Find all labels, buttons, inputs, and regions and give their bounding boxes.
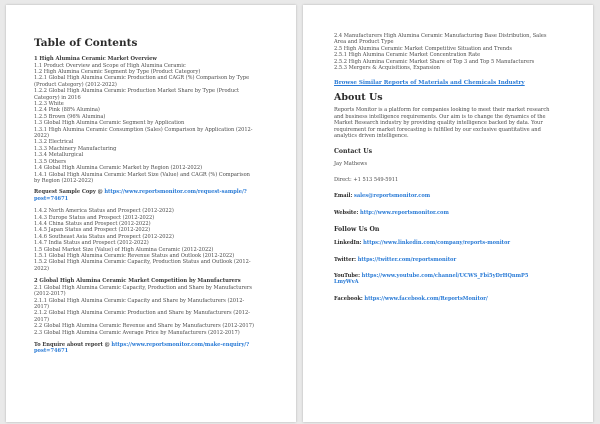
toc-line: 1.5 Global Market Size (Value) of High Alumina Ceramic (2012-2022) — [34, 246, 214, 253]
follow-title: Follow Us On — [334, 226, 380, 234]
left-page — [6, 5, 296, 422]
toc-line: 2022) — [34, 133, 49, 140]
request-sample-link[interactable]: https://www.reportsmonitor.com/request-sample/?post=74671 — [34, 189, 247, 202]
toc-line: 1.2.5 Brown (96% Alumina) — [34, 113, 106, 120]
toc-line: 1.2.1 Global High Alumina Ceramic Production and CAGR (%) Comparison by Type — [34, 75, 250, 82]
facebook-line — [334, 296, 569, 302]
contact-name: Jay Mathews — [334, 161, 368, 168]
toc-line: 1.5.1 Global High Alumina Ceramic Revenue Status and Outlook (2012-2022) — [34, 252, 235, 259]
about-line: requirement for market forecasting is fulfilled by our exclusive quantitative and — [334, 126, 541, 133]
toc-title: Table of Contents — [34, 37, 138, 49]
section1-list — [34, 63, 276, 185]
toc-line: 1.2.4 Pink (88% Alumina) — [34, 107, 100, 114]
about-title: About Us — [334, 92, 383, 104]
right-page — [303, 5, 593, 422]
youtube-link-continued[interactable]: LmyWvA — [334, 279, 359, 286]
toc-continued-list — [334, 33, 569, 71]
request-sample-line — [34, 189, 276, 202]
toc-line: 2.3 Global High Alumina Ceramic Average Price by Manufacturers (2012-2017) — [34, 329, 240, 336]
enquire-label: To Enquire about report @ — [34, 342, 110, 349]
toc-line: 2.2 Global High Alumina Ceramic Revenue and Share by Manufacturers (2012-2017) — [34, 323, 254, 330]
email-link[interactable]: sales@reportsmonitor.com — [353, 193, 431, 200]
about-line: Market Research industry by providing quality intelligence backed by data. Your — [334, 120, 543, 127]
website-label: Website: — [334, 209, 359, 216]
toc-line: 2017) — [34, 304, 49, 310]
toc-line: 1.3.5 Others — [34, 158, 67, 165]
toc-line: by Region (2012-2022) — [34, 177, 94, 184]
youtube-link[interactable]: https://www.youtube.com/channel/UCWS_Fbi5yDrHQnmP5 — [361, 272, 529, 279]
contact-title: Contact Us — [334, 148, 373, 156]
twitter-label: Twitter: — [334, 256, 357, 263]
about-line: Reports Monitor is a platform for companies looking to meet their market research — [334, 107, 550, 114]
about-line: and business intelligence requirements. Our aim is to change the dynamics of the — [334, 113, 546, 120]
toc-line: 1.4.3 Europe Status and Prospect (2012-2022) — [34, 214, 155, 221]
browse-similar-link[interactable]: Browse Similar Reports of Materials and Chemicals Industry — [334, 80, 525, 87]
about-line: analytics driven intelligence. — [334, 133, 409, 140]
toc-line: 1.3.1 High Alumina Ceramic Consumption (Sales) Comparison by Application (2012- — [34, 126, 253, 133]
section1b-list — [34, 208, 276, 272]
toc-line: 1.3 Global High Alumina Ceramic Segment by Application — [34, 120, 185, 127]
toc-line: (2012-2017) — [34, 291, 66, 298]
enquire-line — [34, 342, 276, 355]
left-page-content — [34, 37, 276, 355]
toc-line: 1.1 Product Overview and Scope of High Alumina Ceramic — [34, 62, 186, 69]
facebook-label: Facebook: — [334, 295, 363, 302]
toc-line: Area and Product Type — [334, 39, 394, 46]
toc-line: 1.4.6 Southeast Asia Status and Prospect (2012-2022) — [34, 233, 174, 240]
twitter-link[interactable]: https://twitter.com/reportsmonitor — [357, 256, 457, 263]
direct-phone: Direct: +1 513 549-5911 — [334, 176, 399, 183]
toc-line: 2.5.2 High Alumina Ceramic Market Share of Top 3 and Top 5 Manufacturers — [334, 58, 535, 65]
toc-line: 1.4.1 Global High Alumina Ceramic Market Size (Value) and CAGR (%) Comparison — [34, 171, 250, 178]
toc-line: 1.2.2 Global High Alumina Ceramic Production Market Share by Type (Product — [34, 88, 240, 95]
toc-line: 1.4 Global High Alumina Ceramic Market by Region (2012-2022) — [34, 165, 203, 172]
toc-line: 2022) — [34, 265, 49, 272]
toc-line: 1.2 High Alumina Ceramic Segment by Type (Product Category) — [34, 69, 201, 75]
toc-line: 2017) — [34, 316, 49, 323]
request-sample-label: Request Sample Copy @ — [34, 189, 103, 196]
toc-line: 1.4.7 India Status and Prospect (2012-2022) — [34, 240, 149, 247]
right-page-content — [334, 33, 569, 302]
section2-list — [34, 285, 276, 336]
toc-line: (Product Category) (2012-2022) — [34, 81, 117, 88]
enquire-link[interactable]: https://www.reportsmonitor.com/make-enquiry/?post=74671 — [34, 342, 250, 355]
toc-line: 2.5.3 Mergers & Acquisitions, Expansion — [334, 65, 440, 72]
toc-line: 2.4 Manufacturers High Alumina Ceramic Manufacturing Base Distribution, Sales — [334, 33, 547, 39]
section2-heading: 2 Global High Alumina Ceramic Market Competition by Manufacturers — [34, 278, 241, 285]
toc-line: 1.5.2 Global High Alumina Ceramic Capacity, Production Status and Outlook (2012- — [34, 259, 251, 266]
about-paragraph — [334, 107, 569, 139]
section1-heading: 1 High Alumina Ceramic Market Overview — [34, 56, 157, 62]
toc-line: 2.1.2 Global High Alumina Ceramic Production and Share by Manufacturers (2012- — [34, 310, 250, 317]
toc-line: 1.3.4 Metallurgical — [34, 152, 84, 159]
linkedin-label: LinkedIn: — [334, 240, 362, 247]
toc-line: 1.2.3 White — [34, 101, 64, 108]
toc-line: Category) in 2016 — [34, 94, 81, 101]
toc-line: 1.3.2 Electrical — [34, 139, 74, 146]
toc-line: 1.4.5 Japan Status and Prospect (2012-2022) — [34, 227, 151, 234]
toc-line: 1.4.2 North America Status and Prospect (2012-2022) — [34, 208, 174, 215]
toc-line: 1.3.3 Machinery Manufacturing — [34, 145, 117, 152]
toc-line: 2.5 High Alumina Ceramic Market Competitive Situation and Trends — [334, 45, 512, 52]
toc-line: 2.1 Global High Alumina Ceramic Capacity, Production and Share by Manufacturers — [34, 284, 252, 291]
email-label: Email: — [334, 193, 353, 200]
toc-line: 2.1.1 Global High Alumina Ceramic Capacity and Share by Manufacturers (2012- — [34, 297, 245, 304]
youtube-label: YouTube: — [334, 272, 361, 279]
linkedin-link[interactable]: https://www.linkedin.com/company/reports-monitor — [363, 240, 511, 247]
website-link[interactable]: http://www.reportsmonitor.com — [360, 209, 449, 216]
toc-line: 2.5.1 High Alumina Ceramic Market Concentration Rate — [334, 52, 481, 59]
facebook-link[interactable]: https://www.facebook.com/ReportsMonitor/ — [364, 295, 488, 302]
toc-line: 1.4.4 China Status and Prospect (2012-2022) — [34, 220, 151, 227]
